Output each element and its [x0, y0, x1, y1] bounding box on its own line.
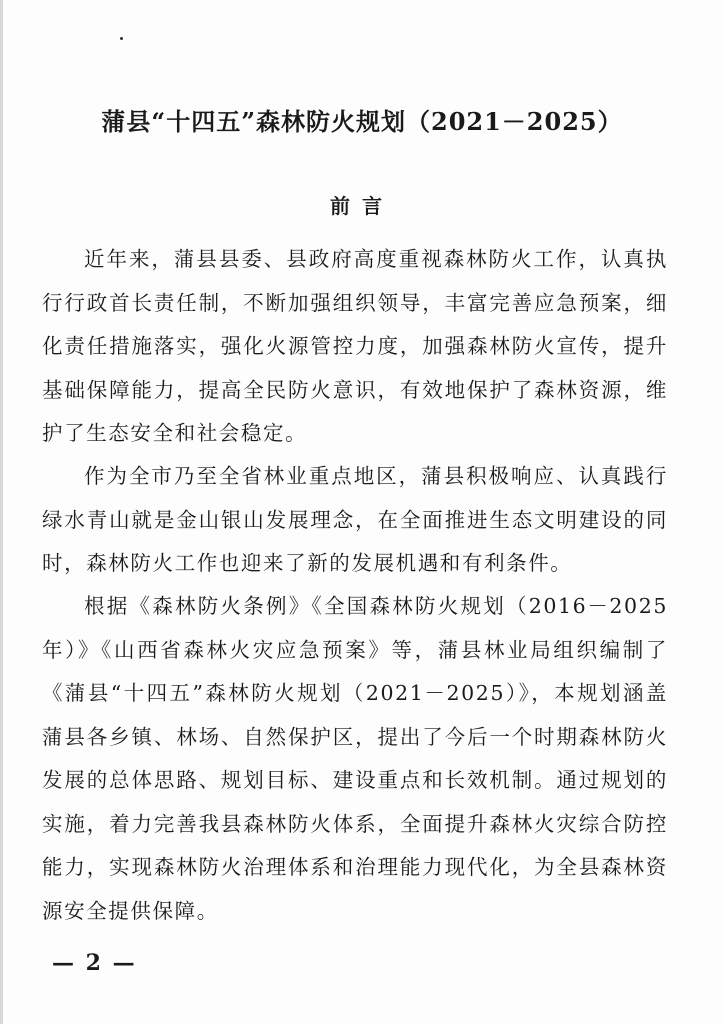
section-heading: 前言 — [330, 194, 394, 218]
scan-speck — [120, 37, 123, 40]
paragraph-development: 作为全市乃至全省林业重点地区，蒲县积极响应、认真践行绿水青山就是金山银山发展理念，在全面推进生态文明建设的同时，森林防火工作也迎来了新的发展机遇和有利条件。 — [42, 464, 668, 575]
page-number: — 2 — — [52, 950, 137, 976]
paragraph-intro: 近年来，蒲县县委、县政府高度重视森林防火工作，认真执行行政首长责任制，不断加强组织领导，丰富完善应急预案，细化责任措施落实，强化火源管控力度，加强森林防火宣传，提升基础保障能力，提高全民防火意识，有效地保护了森林资源，维护了生态安全和社会稳定。 — [42, 247, 668, 445]
document-title: 蒲县“十四五”森林防火规划（2021－2025） — [101, 107, 623, 136]
paragraph-basis: 根据《森林防火条例》《全国森林防火规划（2016－2025年）》《山西省森林火灾应急预案》等，蒲县林业局组织编制了《蒲县“十四五”森林防火规划（2021－2025）》，本规划涵盖蒲县各乡镇、林场、自然保护区，提出了今后一个时期森林防火发展的总体思路、规划目标、建设重点和长效机制。通过规划的实施，着力完善我县森林防火体系，全面提升森林火灾综合防控能力，实现森林防火治理体系和治理能力现代化，为全县森林资源安全提供保障。 — [42, 594, 668, 923]
scan-edge — [0, 0, 3, 1024]
